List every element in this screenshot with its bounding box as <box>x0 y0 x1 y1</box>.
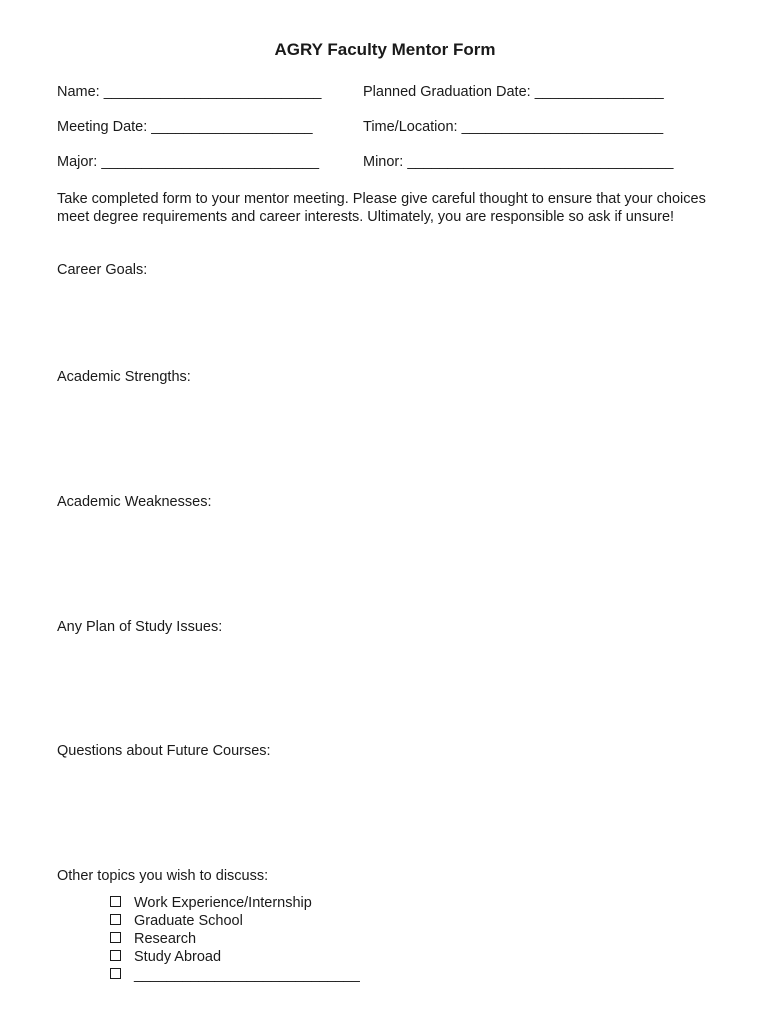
time-location-field[interactable]: Time/Location: _________________________ <box>363 119 664 135</box>
checklist-item-label: Study Abroad <box>134 949 222 965</box>
checklist-item[interactable] <box>110 894 360 912</box>
future-courses-label: Questions about Future Courses: <box>57 743 271 759</box>
checklist-item-label: Work Experience/Internship <box>134 895 312 911</box>
plan-of-study-label: Any Plan of Study Issues: <box>57 619 223 635</box>
checklist-item-label: Graduate School <box>134 913 243 929</box>
career-goals-label: Career Goals: <box>57 262 148 278</box>
checklist-item[interactable] <box>110 966 360 984</box>
graduation-date-field[interactable]: Planned Graduation Date: ________________ <box>363 84 664 100</box>
checkbox-icon[interactable] <box>110 896 121 907</box>
academic-weaknesses-label: Academic Weaknesses: <box>57 494 212 510</box>
checklist-item[interactable] <box>110 912 360 930</box>
minor-field[interactable]: Minor: _________________________________ <box>363 154 674 170</box>
checkbox-icon[interactable] <box>110 968 121 979</box>
checkbox-icon[interactable] <box>110 950 121 961</box>
checklist-item-label: Research <box>134 931 197 947</box>
checklist-item-label[interactable]: ____________________________ <box>134 967 360 983</box>
meeting-date-field[interactable]: Meeting Date: ____________________ <box>57 119 313 135</box>
checkbox-icon[interactable] <box>110 932 121 943</box>
topics-checklist <box>110 894 360 984</box>
name-field[interactable]: Name: ___________________________ <box>57 84 322 100</box>
checkbox-icon[interactable] <box>110 914 121 925</box>
major-field[interactable]: Major: ___________________________ <box>57 154 320 170</box>
academic-strengths-label: Academic Strengths: <box>57 369 191 385</box>
form-title: AGRY Faculty Mentor Form <box>274 40 496 59</box>
other-topics-label: Other topics you wish to discuss: <box>57 868 269 884</box>
instructions-text: Take completed form to your mentor meeting. Please give careful thought to ensure that your choices meet degree requirements and career interests. Ultimately, you are responsible so ask if unsure! <box>57 191 706 225</box>
checklist-item[interactable] <box>110 930 360 948</box>
checklist-item[interactable] <box>110 948 360 966</box>
